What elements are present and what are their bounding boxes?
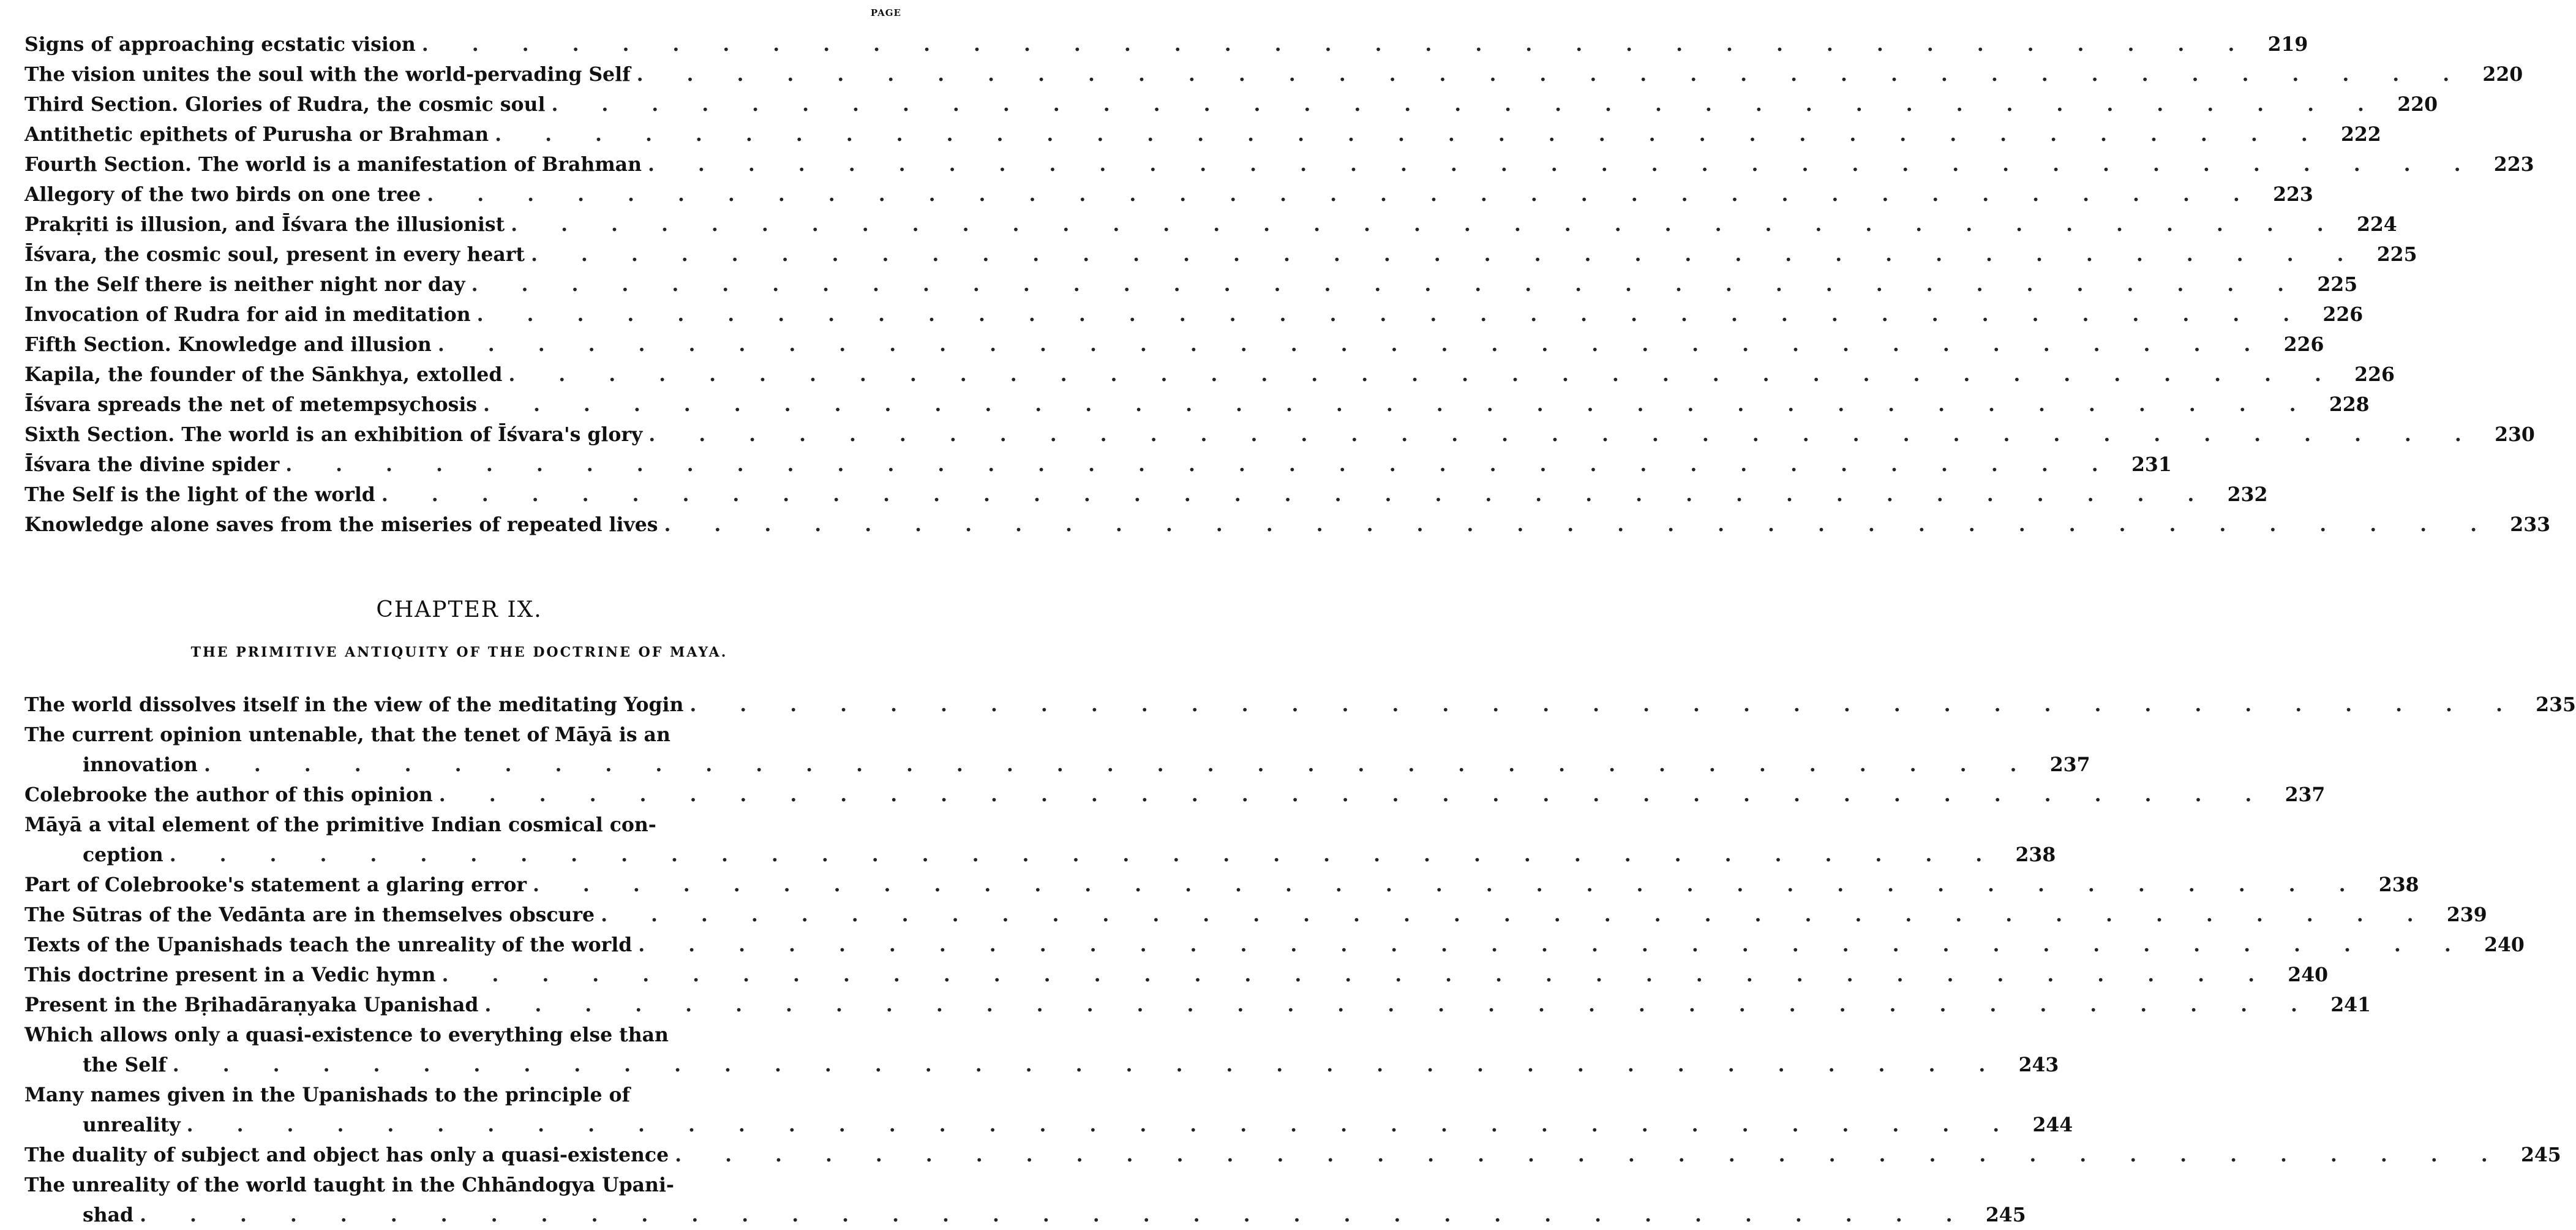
toc-entry-title: The vision unites the soul with the world-pervading Self [24,63,631,86]
toc-entry-page: 245 [1985,1204,2026,1226]
toc-entry-title: Īśvara the divine spider [24,453,280,476]
toc-entry [24,900,2487,930]
toc-entry-title: Antithetic epithets of Purusha or Brahman [24,123,489,146]
toc-entry-page: 225 [2317,273,2358,296]
toc-entry-title: The unreality of the world taught in the Chhāndogya Upani- [24,1174,675,1196]
toc-entry-title: In the Self there is neither night nor day [24,273,465,296]
toc-entry [24,1140,2561,1170]
dot-leader: . . . . . . . . . . . . . . . . . . . . . . . . . . . . . . . . . . . . . [186,1114,2018,1136]
chapter-heading: CHAPTER IX. [376,597,543,622]
toc-entry-title: Invocation of Rudra for aid in meditation [24,303,471,326]
toc-entry-page: 235 [2536,693,2576,716]
toc-entry [24,450,2172,480]
dot-leader: . . . . . . . . . . . . . . . . . . . . . . . . . . . . . . . . . . . . . [438,783,2270,806]
toc-entry-title: Māyā a vital element of the primitive Indian cosmical con- [24,813,656,836]
toc-entry [24,690,2576,720]
dot-leader: . . . . . . . . . . . . . . . . . . . . . . . . . . . . . . . . . . . . . [638,934,2469,956]
toc-entry-continuation: innovation [83,753,198,776]
toc-entry [24,209,2397,240]
toc-entry-page: 223 [2273,183,2313,206]
toc-entry-page: 226 [2283,333,2324,356]
toc-entry [24,1170,2026,1230]
dot-leader: . . . . . . . . . . . . . . . . . . . . . . . . . . . . . . . . . . . . . [437,333,2269,356]
toc-entry [24,420,2535,450]
toc-entry-page: 230 [2495,423,2535,446]
toc-entry-title: Īśvara spreads the net of metempsychosis [24,393,478,416]
dot-leader: . . . . . . . . . . . . . . . . . . . . . . . . . . . . . . . . . . . . . [484,994,2316,1016]
toc-entry [24,149,2534,179]
toc-entry [24,510,2551,540]
toc-entry-title: This doctrine present in a Vedic hymn [24,964,436,986]
toc-entry [24,179,2313,209]
dot-leader: . . . . . . . . . . . . . . . . . . . . . . . . . . . . . . . . . . . . . [601,904,2432,926]
dot-leader: . . . . . . . . . . . . . . . . . . . . . . . . . . . . . . . . . . . . . [689,693,2521,716]
dot-leader: . . . . . . . . . . . . . . . . . . . . . . . . . . . . . . . . . . . . . [551,93,2383,116]
toc-entry-continuation: unreality [83,1114,181,1136]
toc-entry [24,990,2371,1020]
dot-leader: . . . . . . . . . . . . . . . . . . . . . . . . . . . . . . . . . . . . . [441,964,2274,986]
toc-section-1 [24,29,2551,540]
toc-entry [24,59,2523,89]
dot-leader: . . . . . . . . . . . . . . . . . . . . . . . . . . . . . . . . . . . . . [172,1054,2004,1076]
toc-entry-title: Fifth Section. Knowledge and illusion [24,333,432,356]
toc-entry-page: 239 [2446,904,2487,926]
dot-leader: . . . . . . . . . . . . . . . . . . . . . . . . . . . . . . . . . . . . . [140,1204,1971,1226]
dot-leader: . . . . . . . . . . . . . . . . . . . . . . . . . . . . . . . . . . . . . [495,123,2326,146]
toc-entry [24,390,2370,420]
toc-entry [24,29,2308,59]
toc-section-2 [24,690,2576,1230]
toc-entry-title: The current opinion untenable, that the tenet of Māyā is an [24,723,670,746]
dot-leader: . . . . . . . . . . . . . . . . . . . . . . . . . . . . . . . . . . . . . [471,273,2303,296]
toc-entry [24,240,2417,270]
dot-leader: . . . . . . . . . . . . . . . . . . . . . . . . . . . . . . . . . . . . . [648,423,2480,446]
toc-entry [24,1020,2059,1080]
toc-entry-title: Sixth Section. The world is an exhibition of Īśvara's glory [24,423,643,446]
toc-entry-title: Which allows only a quasi-existence to everything else than [24,1024,669,1046]
toc-entry-page: 238 [2015,843,2056,866]
dot-leader: . . . . . . . . . . . . . . . . . . . . . . . . . . . . . . . . . . . . . [476,303,2308,326]
toc-entry-title: The Self is the light of the world [24,483,375,506]
dot-leader: . . . . . . . . . . . . . . . . . . . . . . . . . . . . . . . . . . . . . [511,213,2342,236]
toc-entry-page: 224 [2356,213,2397,236]
toc-entry-page: 220 [2397,93,2438,116]
toc-entry-title: Many names given in the Upanishads to the principle of [24,1084,631,1106]
toc-entry-page: 240 [2288,964,2329,986]
toc-entry-page: 220 [2482,63,2523,86]
toc-entry [24,960,2329,990]
toc-entry-page: 231 [2131,453,2172,476]
toc-entry-page: 241 [2330,994,2371,1016]
toc-entry-page: 222 [2340,123,2381,146]
toc-entry-title: Fourth Section. The world is a manifestation of Brahman [24,153,642,176]
toc-entry-page: 223 [2493,153,2534,176]
dot-leader: . . . . . . . . . . . . . . . . . . . . . . . . . . . . . . . . . . . . . [636,63,2468,86]
dot-leader: . . . . . . . . . . . . . . . . . . . . . . . . . . . . . . . . . . . . . [421,33,2253,56]
toc-entry-continuation: shad [83,1204,134,1226]
toc-entry-page: 244 [2032,1114,2073,1136]
dot-leader: . . . . . . . . . . . . . . . . . . . . . . . . . . . . . . . . . . . . . [285,453,2117,476]
dot-leader: . . . . . . . . . . . . . . . . . . . . . . . . . . . . . . . . . . . . . [530,243,2362,266]
toc-entry-page: 240 [2484,934,2525,956]
toc-entry [24,720,2090,780]
toc-entry-title: Texts of the Upanishads teach the unreality of the world [24,934,633,956]
toc-entry-title: Third Section. Glories of Rudra, the cosmic soul [24,93,546,116]
toc-entry-title: The Sūtras of the Vedānta are in themselves obscure [24,904,595,926]
toc-entry-continuation: ception [83,843,163,866]
dot-leader: . . . . . . . . . . . . . . . . . . . . . . . . . . . . . . . . . . . . . [675,1144,2506,1166]
toc-entry [24,480,2268,510]
toc-entry-page: 225 [2376,243,2417,266]
toc-entry-title: The world dissolves itself in the view of the meditating Yogin [24,693,684,716]
toc-entry-page: 232 [2227,483,2268,506]
dot-leader: . . . . . . . . . . . . . . . . . . . . . . . . . . . . . . . . . . . . . [427,183,2258,206]
toc-entry-page: 237 [2049,753,2090,776]
page-column-label: PAGE [870,7,901,18]
toc-entry-page: 243 [2018,1054,2059,1076]
toc-entry-page: 219 [2267,33,2308,56]
toc-entry-title: Present in the Bṛihadāraṇyaka Upanishad [24,994,479,1016]
toc-entry [24,870,2419,900]
toc-entry [24,330,2324,360]
toc-entry [24,300,2364,330]
toc-entry-page: 226 [2323,303,2364,326]
dot-leader: . . . . . . . . . . . . . . . . . . . . . . . . . . . . . . . . . . . . . [381,483,2213,506]
toc-entry-title: Signs of approaching ecstatic vision [24,33,416,56]
dot-leader: . . . . . . . . . . . . . . . . . . . . . . . . . . . . . . . . . . . . . [169,843,2001,866]
toc-entry [24,270,2358,300]
toc-entry-continuation: the Self [83,1054,167,1076]
toc-entry [24,360,2395,390]
toc-entry-title: The duality of subject and object has only a quasi-existence [24,1144,669,1166]
toc-entry-page: 245 [2520,1144,2561,1166]
toc-entry [24,1080,2073,1140]
toc-entry-page: 233 [2510,513,2551,536]
toc-entry-page: 226 [2354,363,2395,386]
dot-leader: . . . . . . . . . . . . . . . . . . . . . . . . . . . . . . . . . . . . . [203,753,2035,776]
toc-entry-title: Kapila, the founder of the Sānkhya, extolled [24,363,503,386]
toc-entry [24,780,2326,810]
toc-entry [24,810,2056,870]
toc-entry-title: Colebrooke the author of this opinion [24,783,433,806]
dot-leader: . . . . . . . . . . . . . . . . . . . . . . . . . . . . . . . . . . . . . [532,873,2364,896]
toc-entry-page: 238 [2378,873,2419,896]
toc-entry-title: Part of Colebrooke's statement a glaring error [24,873,527,896]
toc-entry-page: 237 [2285,783,2326,806]
dot-leader: . . . . . . . . . . . . . . . . . . . . . . . . . . . . . . . . . . . . . [647,153,2479,176]
toc-entry [24,930,2525,960]
chapter-subtitle: THE PRIMITIVE ANTIQUITY OF THE DOCTRINE OF MAYA. [190,644,728,660]
toc-entry-title: Īśvara, the cosmic soul, present in every heart [24,243,525,266]
toc-entry-title: Allegory of the two birds on one tree [24,183,421,206]
toc-entry [24,119,2381,149]
dot-leader: . . . . . . . . . . . . . . . . . . . . . . . . . . . . . . . . . . . . . [483,393,2315,416]
toc-entry-title: Knowledge alone saves from the miseries of repeated lives [24,513,658,536]
toc-entry-title: Prakṛiti is illusion, and Īśvara the illusionist [24,213,505,236]
toc-entry-page: 228 [2329,393,2370,416]
toc-entry [24,89,2438,119]
dot-leader: . . . . . . . . . . . . . . . . . . . . . . . . . . . . . . . . . . . . . [508,363,2340,386]
dot-leader: . . . . . . . . . . . . . . . . . . . . . . . . . . . . . . . . . . . . . [664,513,2496,536]
